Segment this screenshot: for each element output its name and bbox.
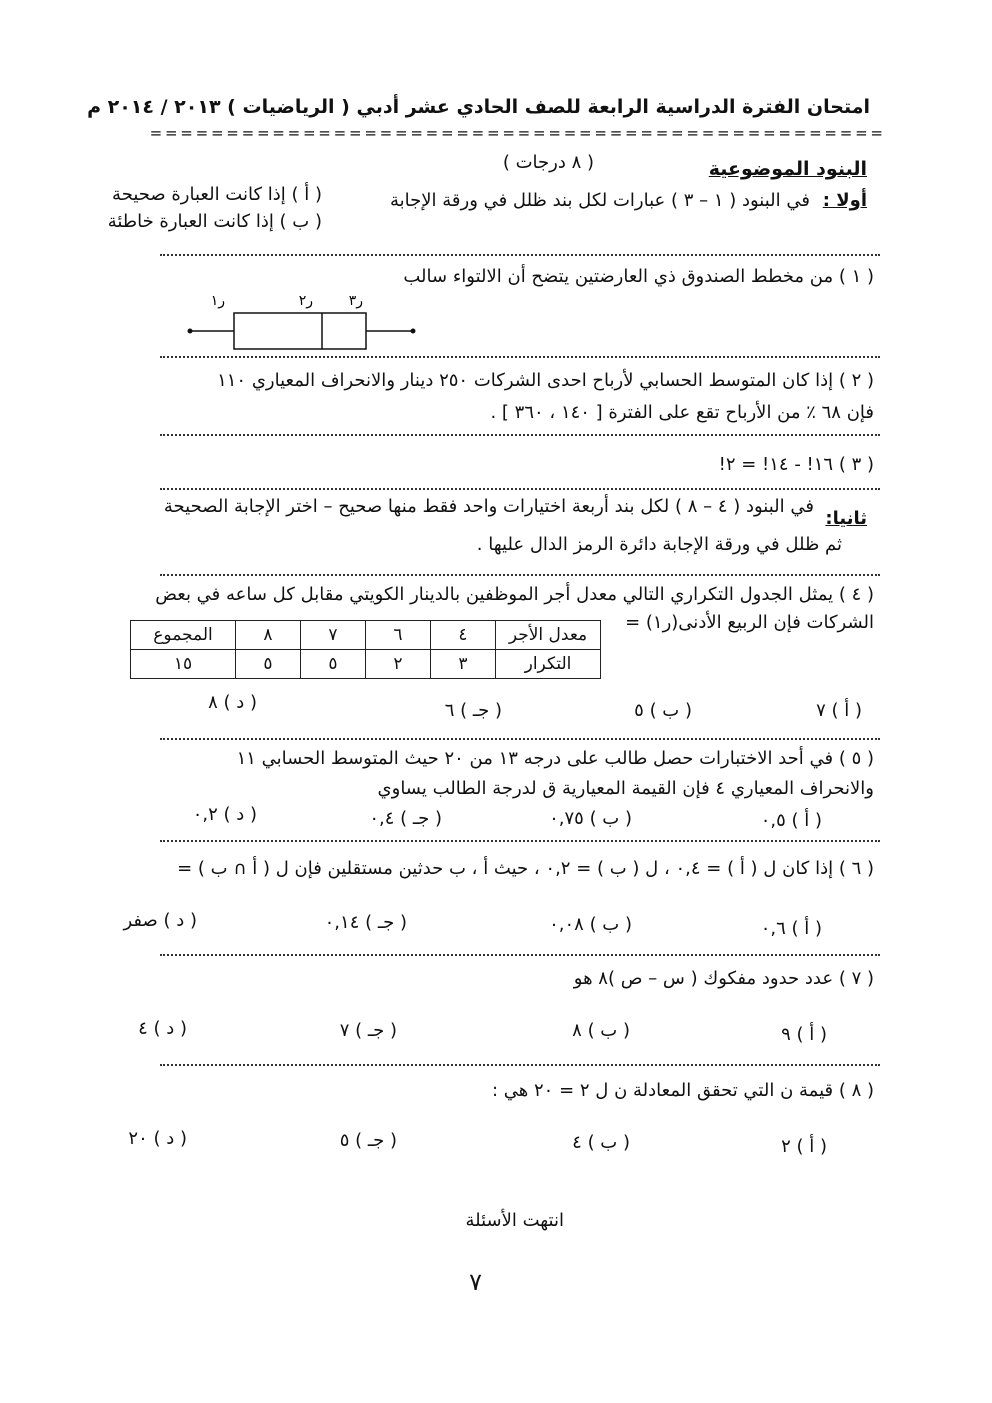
q7-text: ( ٧ ) عدد حدود مفكوك ( س – ص )٨ هو [573, 968, 874, 989]
part1-option-a: ( أ ) إذا كانت العبارة صحيحة [112, 184, 322, 205]
end-of-questions: انتهت الأسئلة [465, 1210, 564, 1231]
q4-choice-a: ( أ ) ٧ [816, 700, 862, 721]
q7-choice-c: ( جـ ) ٧ [339, 1020, 397, 1041]
q4-choice-c: ( جـ ) ٦ [444, 700, 502, 721]
table-cell: ٢ [366, 650, 431, 679]
q4-choice-b: ( ب ) ٥ [634, 700, 692, 721]
table-cell: ١٥ [131, 650, 236, 679]
divider [160, 434, 880, 436]
q7-choice-d: ( د ) ٤ [138, 1018, 187, 1039]
section-title: البنود الموضوعية [708, 158, 867, 180]
table-cell: المجموع [131, 621, 236, 650]
q8-choice-a: ( أ ) ٢ [781, 1136, 827, 1157]
box-plot-label-q3: ر٣ [348, 293, 363, 309]
q7-choice-a: ( أ ) ٩ [781, 1024, 827, 1045]
table-cell: ٤ [431, 621, 496, 650]
q5-choice-a: ( أ ) ٠,٥ [760, 810, 822, 831]
box-plot-label-q2: ر٢ [298, 293, 313, 309]
table-cell: ٨ [236, 621, 301, 650]
part1-label: أولا : [822, 190, 867, 211]
q4-line2: الشركات فإن الربيع الأدنى(ر١) = [625, 612, 874, 633]
q4-choice-d: ( د ) ٨ [208, 692, 257, 713]
divider [160, 356, 880, 358]
divider [160, 488, 880, 490]
q5-line1: ( ٥ ) في أحد الاختبارات حصل طالب على درجه ١٣ من ٢٠ حيث المتوسط الحسابي ١١ [236, 748, 874, 769]
q7-choice-b: ( ب ) ٨ [572, 1020, 630, 1041]
q6-choice-b: ( ب ) ٠,٠٨ [549, 914, 632, 935]
part1-instruction: في البنود ( ١ – ٣ ) عبارات لكل بند ظلل في ورقة الإجابة [389, 190, 810, 211]
box-plot-max-point [411, 329, 416, 334]
q8-choice-b: ( ب ) ٤ [572, 1132, 630, 1153]
q5-choice-d: ( د ) ٠,٢ [192, 804, 257, 825]
divider [160, 738, 880, 740]
table-cell: التكرار [496, 650, 601, 679]
section-marks: ( ٨ درجات ) [502, 152, 594, 173]
page-number: ٧ [469, 1268, 482, 1296]
header-separator: = = = = = = = = = = = = = = = = = = = = = = = = = = = = = = = = = = = = = = = = = = = = = = = = [149, 124, 882, 142]
part2-label: ثانيا: [825, 508, 867, 529]
frequency-table [130, 620, 601, 679]
q6-choice-d: ( د ) صفر [123, 910, 197, 931]
q8-choice-d: ( د ) ٢٠ [128, 1128, 187, 1149]
box-plot-min-point [188, 329, 193, 334]
box-plot-label-q1: ر١ [210, 293, 225, 309]
table-cell: ٥ [301, 650, 366, 679]
divider [160, 254, 880, 256]
table-cell: ٦ [366, 621, 431, 650]
q5-choice-b: ( ب ) ٠,٧٥ [549, 808, 632, 829]
q5-line2: والانحراف المعياري ٤ فإن القيمة المعيارية ق لدرجة الطالب يساوي [377, 778, 874, 799]
divider [160, 574, 880, 576]
box-plot [180, 292, 430, 358]
box-plot-box [234, 313, 366, 349]
table-cell: ٥ [236, 650, 301, 679]
q6-choice-a: ( أ ) ٠,٦ [760, 918, 822, 939]
table-row [131, 621, 601, 650]
part2-line2: ثم ظلل في ورقة الإجابة دائرة الرمز الدال عليها . [476, 534, 842, 555]
exam-title: امتحان الفترة الدراسية الرابعة للصف الحادي عشر أدبي ( الرياضيات ) ٢٠١٣ / ٢٠١٤ م [87, 96, 870, 118]
q3-text: ( ٣ ) ١٦! - ١٤! = ٢! [718, 454, 874, 475]
table-cell: معدل الأجر [496, 621, 601, 650]
q8-choice-c: ( جـ ) ٥ [339, 1130, 397, 1151]
table-row [131, 650, 601, 679]
q2-line1: ( ٢ ) إذا كان المتوسط الحسابي لأرباح احدى الشركات ٢٥٠ دينار والانحراف المعياري ١١٠ [217, 370, 874, 391]
divider [160, 1064, 880, 1066]
divider [160, 840, 880, 842]
q4-line1: ( ٤ ) يمثل الجدول التكراري التالي معدل أجر الموظفين بالدينار الكويتي مقابل كل ساعه في بعض [155, 584, 874, 605]
part1-option-b: ( ب ) إذا كانت العبارة خاطئة [107, 211, 322, 232]
q1-text: ( ١ ) من مخطط الصندوق ذي العارضتين يتضح أن الالتواء سالب [403, 266, 874, 287]
q8-text: ( ٨ ) قيمة ن التي تحقق المعادلة ن ل ٢ = ٢٠ هي : [492, 1080, 874, 1101]
q5-choice-c: ( جـ ) ٠,٤ [369, 808, 442, 829]
q2-line2: فإن ٦٨ ٪ من الأرباح تقع على الفترة [ ١٤٠ ، ٣٦٠ ] . [490, 402, 874, 423]
part2-line1: في البنود ( ٤ – ٨ ) لكل بند أربعة اختيارات واحد فقط منها صحيح – اختر الإجابة الصحيحة [163, 496, 814, 517]
table-cell: ٧ [301, 621, 366, 650]
q6-choice-c: ( جـ ) ٠,١٤ [324, 912, 407, 933]
q6-text: ( ٦ ) إذا كان ل ( أ ) = ٠,٤ ، ل ( ب ) = ٠,٢ ، حيث أ ، ب حدثين مستقلين فإن ل ( أ ∩ ب ) = [177, 858, 874, 879]
divider [160, 954, 880, 956]
table-cell: ٣ [431, 650, 496, 679]
